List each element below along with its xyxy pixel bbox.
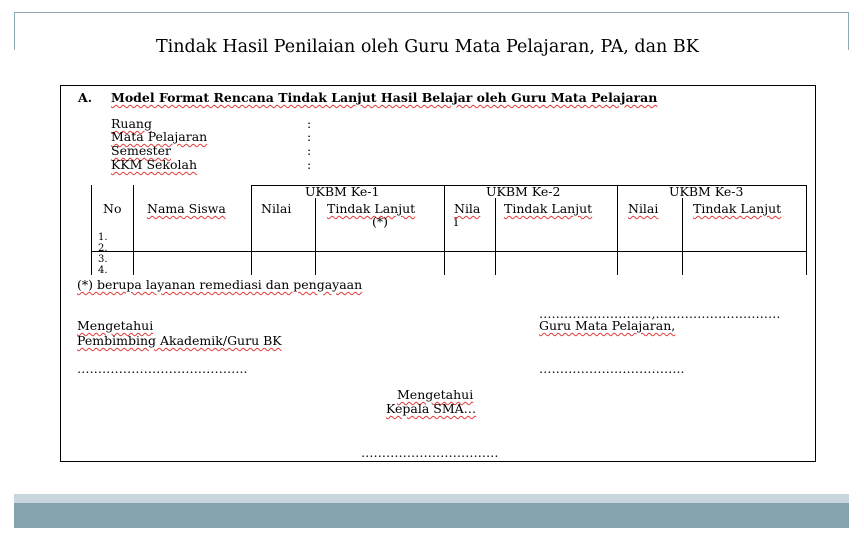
field-colon: : [307, 129, 312, 144]
table-col-border [617, 185, 618, 275]
header-ukbm-2: UKBM Ke-2 [486, 184, 561, 199]
header-tindak-lanjut-2: Tindak Lanjut [504, 201, 593, 216]
table-col-border [133, 185, 134, 275]
field-label-semester: Semester [111, 143, 172, 158]
field-colon: : [307, 116, 312, 131]
table-rule-row [91, 251, 806, 252]
header-tindak-note: (*) [372, 214, 389, 229]
field-label-kkm-sekolah: KKM Sekolah [111, 157, 198, 172]
slide-frame-right [848, 12, 849, 50]
slide-frame-left [14, 12, 15, 50]
document-heading: Model Format Rencana Tindak Lanjut Hasil Belajar oleh Guru Mata Pelajaran [111, 90, 658, 105]
field-colon: : [307, 157, 312, 172]
section-label: A. [78, 90, 93, 105]
sign-left-title: Pembimbing Akademik/Guru BK [77, 333, 282, 348]
field-colon: : [307, 143, 312, 158]
header-nama-siswa: Nama Siswa [147, 201, 226, 216]
table-col-border [444, 185, 445, 275]
sign-right-dots: …………………………….. [539, 361, 685, 376]
slide-footer-band-dark [14, 503, 849, 528]
sign-center-title: Kepala SMA… [386, 401, 477, 416]
sign-left-mengetahui: Mengetahui [77, 318, 154, 333]
document-image [60, 85, 816, 462]
slide-frame-top [14, 12, 849, 13]
header-tindak-lanjut-3: Tindak Lanjut [693, 201, 782, 216]
sign-center-mengetahui: Mengetahui [397, 387, 474, 402]
table-col-border [315, 198, 316, 275]
row-number: 2. [98, 243, 108, 254]
slide-title: Tindak Hasil Penilaian oleh Guru Mata Pelajaran, PA, dan BK [156, 37, 699, 57]
slide-footer-band-light [14, 494, 849, 503]
header-no: No [103, 201, 122, 216]
header-nilai-1: Nilai [261, 201, 292, 216]
table-col-border [682, 198, 683, 275]
header-tindak-lanjut-1: Tindak Lanjut [327, 201, 416, 216]
header-ukbm-1: UKBM Ke-1 [305, 184, 380, 199]
row-number: 4. [98, 265, 108, 276]
row-number: 3. [98, 254, 108, 265]
table-col-border [91, 185, 92, 275]
header-nilai-2b: i [454, 214, 458, 229]
header-nilai-3: Nilai [628, 201, 659, 216]
header-ukbm-3: UKBM Ke-3 [669, 184, 744, 199]
table-footnote: (*) berupa layanan remediasi dan pengayaan [77, 277, 363, 292]
sign-right-title: Guru Mata Pelajaran, [539, 318, 676, 333]
table-col-border [495, 198, 496, 275]
table-col-border [806, 185, 807, 275]
sign-left-dots: ………………………………….. [77, 361, 248, 376]
table-col-border [251, 185, 252, 275]
sign-center-dots: …………………………… [361, 445, 499, 460]
row-number: 1. [98, 232, 108, 243]
field-label-ruang: Ruang [111, 116, 152, 131]
header-nilai-2a: Nila [454, 201, 481, 216]
place-date-dots: ………………………,………………………… [539, 306, 781, 321]
field-label-mata-pelajaran: Mata Pelajaran [111, 129, 208, 144]
